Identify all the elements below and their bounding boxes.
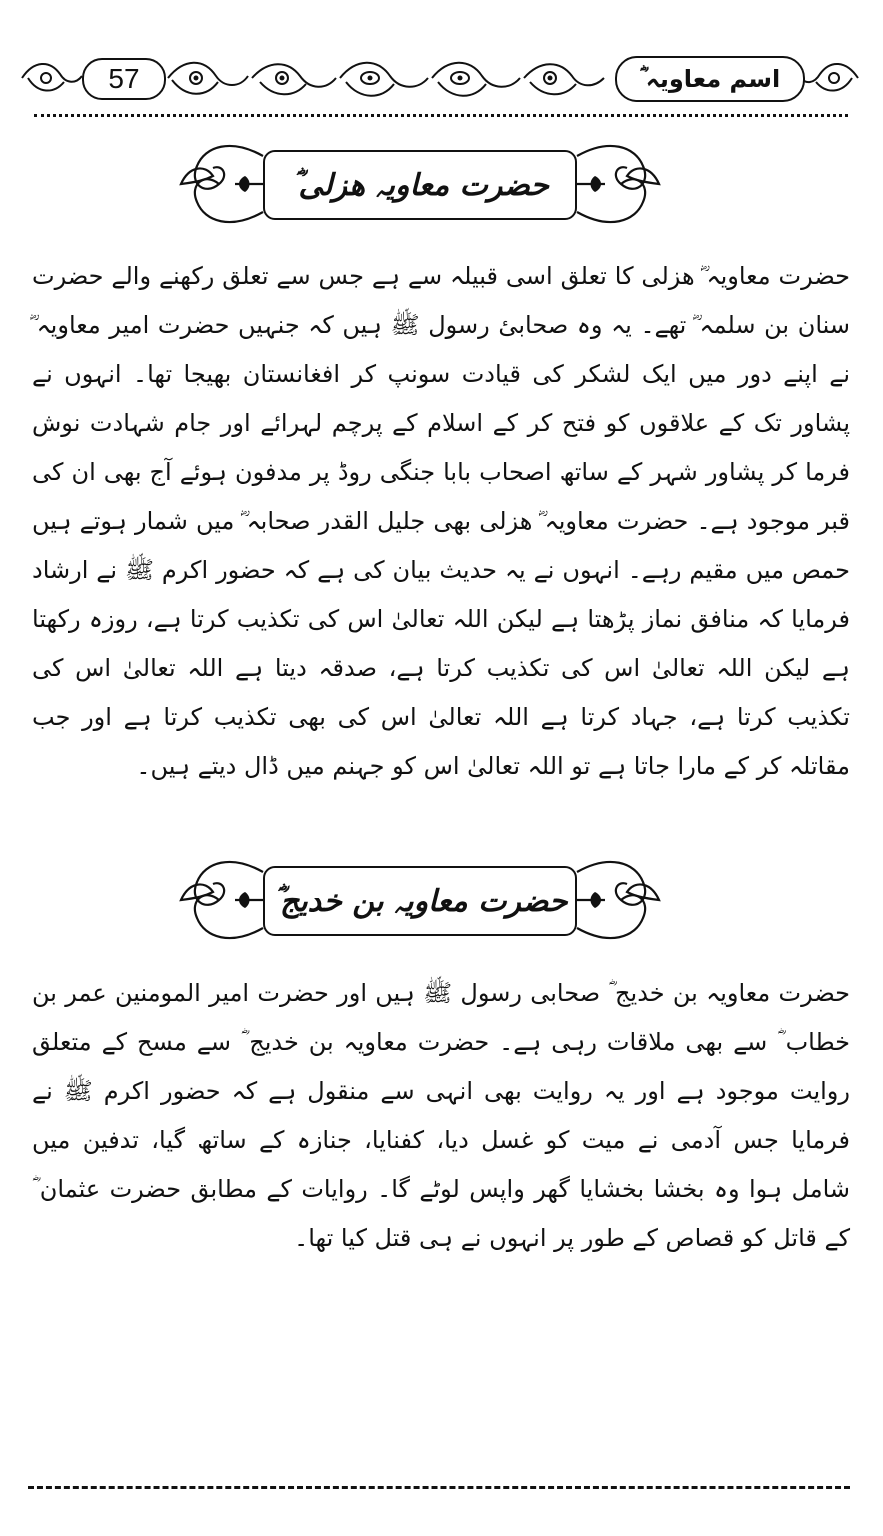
footer-divider [28, 1486, 850, 1489]
section-paragraph-2: حضرت معاویہ بن خدیج ؓ صحابی رسول ﷺ ہیں اور حضرت امیر المومنین عمر بن خطاب ؓ سے بھی ملاقات رہی ہے۔ حضرت معاویہ بن خدیج ؓ سے مسح کے متعلق روایت موجود ہے اور یہ روایت بھی انہی سے منقول ہے کہ حضور اکرم ﷺ نے فرمایا جس آدمی نے میت کو غسل دیا، کفنایا، جنازہ کے ساتھ گیا، تدفین میں شامل ہوا وہ بخشا بخشایا گھر واپس لوٹے گا۔ روایات کے مطابق حضرت عثمان ؓ کے قاتل کو قصاص کے طور پر انہوں نے ہی قتل کیا تھا۔ [32, 979, 850, 1252]
section-heading-2 [175, 852, 665, 948]
running-title: اسم معاویہ ؓ [639, 65, 781, 93]
running-title-badge [615, 56, 805, 102]
section-title-1: حضرت معاویہ ھزلی ؓ [291, 167, 549, 203]
heading-title-box [263, 150, 577, 220]
section-heading-1 [175, 136, 665, 232]
page-number-badge [82, 58, 166, 100]
section-title-2: حضرت معاویہ بن خدیج ؓ [272, 883, 568, 919]
running-header [20, 48, 860, 116]
header-divider [34, 114, 848, 117]
heading-title-box [263, 866, 577, 936]
page-number: 57 [108, 63, 140, 94]
section-paragraph-1: حضرت معاویہ ؓ ھزلی کا تعلق اسی قبیلہ سے ہے جس سے تعلق رکھنے والے حضرت سنان بن سلمہ ؓ تھے۔ یہ وہ صحابیٔ رسول ﷺ ہیں کہ جنہیں حضرت امیر معاویہ ؓ نے اپنے دور میں ایک لشکر کی قیادت سونپ کر افغانستان بھیجا تھا۔ انہوں نے پشاور تک کے علاقوں کو فتح کر کے اسلام کے پرچم لہرائے اور جام شہادت نوش فرما کر پشاور شہر کے ساتھ اصحاب بابا جنگی روڈ پر مدفون ہوئے آج بھی ان کی قبر موجود ہے۔ حضرت معاویہ ؓ ھزلی بھی جلیل القدر صحابہ ؓ میں شمار ہوتے ہیں حمص میں مقیم رہے۔ انہوں نے یہ حدیث بیان کی ہے کہ حضور اکرم ﷺ نے ارشاد فرمایا کہ منافق نماز پڑھتا ہے لیکن اللہ تعالیٰ اس کی تکذیب کرتا ہے، روزہ رکھتا ہے لیکن اللہ تعالیٰ اس کی تکذیب کرتا ہے، صدقہ دیتا ہے اللہ تعالیٰ اس کی تکذیب کرتا ہے، جہاد کرتا ہے اللہ تعالیٰ اس کی بھی تکذیب کرتا ہے اور جب مقاتلہ کر کے مارا جاتا ہے تو اللہ تعالیٰ اس کو جہنم میں ڈال دیتے ہیں۔ [32, 262, 850, 780]
